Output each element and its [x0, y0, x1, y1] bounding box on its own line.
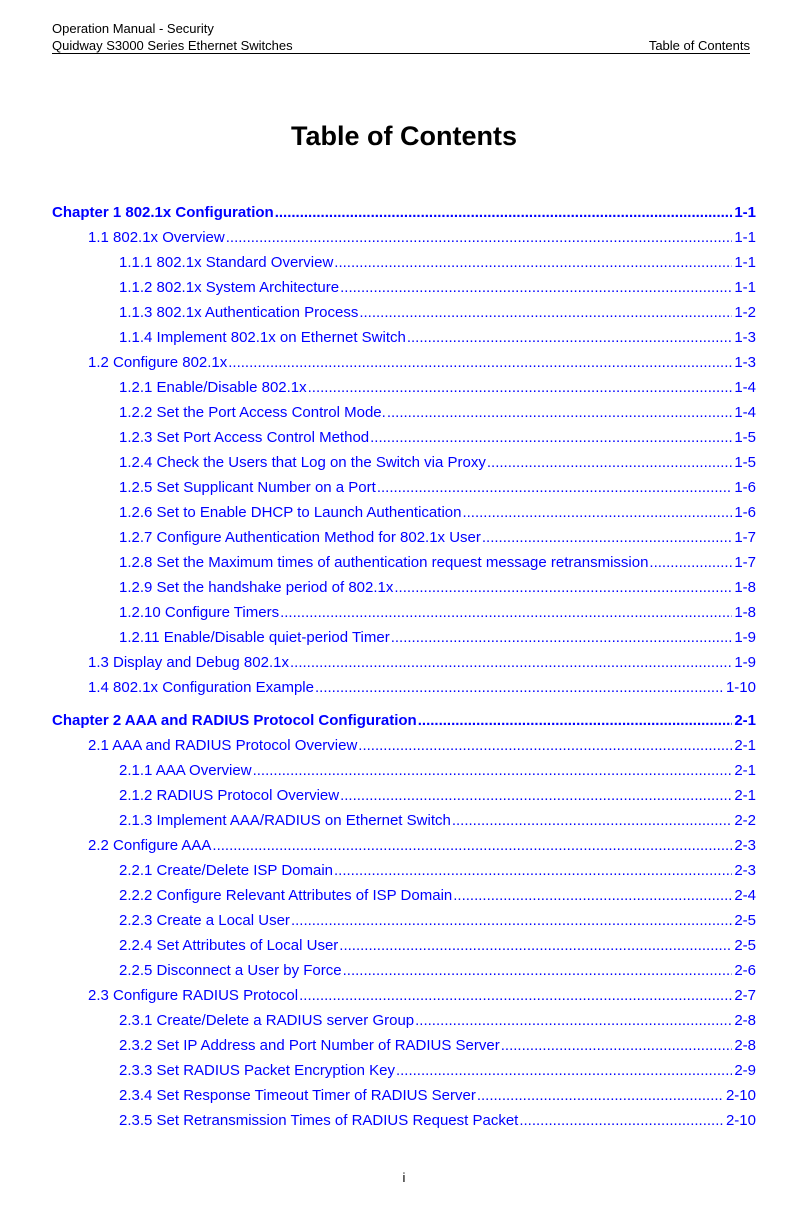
dot-leader [334, 858, 732, 883]
dot-leader [340, 275, 732, 300]
toc-entry-link[interactable] [52, 933, 756, 958]
dot-leader [358, 733, 732, 758]
toc-entry-page: 2-4 [734, 887, 756, 904]
toc-entry-link[interactable] [52, 1108, 756, 1133]
toc-entry-link[interactable] [52, 808, 756, 833]
dot-leader [396, 1058, 732, 1083]
dot-leader [226, 225, 733, 250]
dot-leader [418, 708, 733, 733]
toc-entry-page: 2-3 [734, 862, 756, 879]
toc-entry-title: 1.2.7 Configure Authentication Method for 802.1x User [119, 529, 481, 546]
toc-entry-page: 1-1 [734, 254, 756, 271]
toc-entry-link[interactable] [52, 525, 756, 550]
dot-leader [477, 1083, 724, 1108]
toc-entry-title: Chapter 2 AAA and RADIUS Protocol Configuration [52, 712, 417, 729]
toc-entry-link[interactable] [52, 450, 756, 475]
toc-entry-link[interactable] [52, 225, 756, 250]
toc-entry-page: 2-1 [734, 737, 756, 754]
chapter-gap [52, 700, 756, 708]
toc-entry-link[interactable] [52, 733, 756, 758]
toc-entry-title: 2.2.3 Create a Local User [119, 912, 290, 929]
toc-entry-title: 1.4 802.1x Configuration Example [88, 679, 314, 696]
toc-entry-title: 2.2.2 Configure Relevant Attributes of ISP Domain [119, 887, 453, 904]
dot-leader [649, 550, 732, 575]
toc-entry-page: 1-9 [734, 629, 756, 646]
toc-entry-page: 1-4 [734, 404, 756, 421]
dot-leader [275, 200, 733, 225]
toc-entry-title: 2.1.3 Implement AAA/RADIUS on Ethernet Switch [119, 812, 451, 829]
toc-entry-title: 2.1 AAA and RADIUS Protocol Overview [88, 737, 358, 754]
dot-leader [387, 400, 733, 425]
toc-entry-title: 1.2.4 Check the Users that Log on the Switch via Proxy [119, 454, 486, 471]
toc-entry-title: 1.2.10 Configure Timers [119, 604, 280, 621]
toc-entry-page: 2-1 [734, 762, 756, 779]
toc-entry-title: 1.1.4 Implement 802.1x on Ethernet Switch [119, 329, 406, 346]
toc-entry-link[interactable] [52, 550, 756, 575]
dot-leader [394, 575, 732, 600]
dot-leader [343, 958, 733, 983]
toc-entry-link[interactable] [52, 858, 756, 883]
toc-entry-page: 2-10 [725, 1112, 756, 1129]
toc-entry-link[interactable] [52, 783, 756, 808]
toc-entry-title: 2.1.1 AAA Overview [119, 762, 252, 779]
dot-leader [253, 758, 733, 783]
toc-entry-page: 1-6 [734, 504, 756, 521]
toc-entry-page: 1-5 [734, 454, 756, 471]
toc-entry-page: 1-1 [734, 204, 756, 221]
header-manual-title: Operation Manual - Security [52, 21, 214, 36]
toc-entry-page: 1-6 [734, 479, 756, 496]
dot-leader [340, 783, 732, 808]
toc-entry-page: 1-2 [734, 304, 756, 321]
toc-entry-link[interactable] [52, 883, 756, 908]
toc-entry-page: 2-10 [725, 1087, 756, 1104]
toc-entry-title: 2.3.2 Set IP Address and Port Number of RADIUS Server [119, 1037, 500, 1054]
header-section: Table of Contents [648, 38, 750, 53]
dot-leader [299, 983, 732, 1008]
toc-entry-page: 1-3 [734, 354, 756, 371]
toc-entry-link[interactable] [52, 600, 756, 625]
toc-entry-page: 2-5 [734, 912, 756, 929]
toc-entry-title: 1.1 802.1x Overview [88, 229, 225, 246]
toc-entry-title: 1.2.11 Enable/Disable quiet-period Timer [119, 629, 390, 646]
toc-entry-link[interactable] [52, 625, 756, 650]
toc-entry-link[interactable] [52, 575, 756, 600]
dot-leader [280, 600, 732, 625]
toc-chapter-link[interactable] [52, 200, 756, 225]
toc-entry-title: 1.2 Configure 802.1x [88, 354, 228, 371]
toc-entry-title: 1.3 Display and Debug 802.1x [88, 654, 289, 671]
header-rule [52, 53, 750, 54]
toc-entry-page: 1-4 [734, 379, 756, 396]
toc-entry-link[interactable] [52, 350, 756, 375]
toc-entry-link[interactable] [52, 908, 756, 933]
toc-entry-title: Chapter 1 802.1x Configuration [52, 204, 274, 221]
toc-entry-link[interactable] [52, 400, 756, 425]
toc-entry-page: 2-3 [734, 837, 756, 854]
dot-leader [519, 1108, 724, 1133]
toc-entry-link[interactable] [52, 675, 756, 700]
toc-entry-page: 1-8 [734, 579, 756, 596]
toc-chapter-link[interactable] [52, 708, 756, 733]
toc-entry-page: 1-8 [734, 604, 756, 621]
toc-entry-link[interactable] [52, 275, 756, 300]
toc-entry-link[interactable] [52, 1083, 756, 1108]
toc-entry-page: 2-9 [734, 1062, 756, 1079]
toc-entry-page: 2-8 [734, 1037, 756, 1054]
toc-entry-page: 1-5 [734, 429, 756, 446]
toc-entry-page: 1-1 [734, 229, 756, 246]
toc-entry-title: 1.2.2 Set the Port Access Control Mode. [119, 404, 386, 421]
toc-entry-link[interactable] [52, 1008, 756, 1033]
toc-entry-link[interactable] [52, 958, 756, 983]
dot-leader [339, 933, 732, 958]
dot-leader [228, 350, 732, 375]
toc-entry-page: 2-1 [734, 712, 756, 729]
toc-entry-title: 2.1.2 RADIUS Protocol Overview [119, 787, 340, 804]
toc-entry-page: 1-10 [725, 679, 756, 696]
toc-entry-title: 2.3.1 Create/Delete a RADIUS server Group [119, 1012, 415, 1029]
dot-leader [391, 625, 733, 650]
dot-leader [501, 1033, 733, 1058]
dot-leader [212, 833, 732, 858]
table-of-contents [52, 200, 756, 1133]
header-product: Quidway S3000 Series Ethernet Switches [52, 38, 293, 53]
toc-entry-link[interactable] [52, 1058, 756, 1083]
dot-leader [453, 883, 732, 908]
toc-entry-link[interactable] [52, 1033, 756, 1058]
toc-entry-link[interactable] [52, 833, 756, 858]
dot-leader [308, 375, 733, 400]
dot-leader [482, 525, 732, 550]
toc-entry-page: 2-8 [734, 1012, 756, 1029]
dot-leader [407, 325, 732, 350]
dot-leader [359, 300, 732, 325]
toc-entry-title: 1.1.2 802.1x System Architecture [119, 279, 340, 296]
toc-entry-title: 1.1.1 802.1x Standard Overview [119, 254, 334, 271]
toc-entry-title: 1.2.8 Set the Maximum times of authentication request message retransmission [119, 554, 649, 571]
toc-entry-title: 2.2.5 Disconnect a User by Force [119, 962, 342, 979]
toc-entry-title: 1.2.3 Set Port Access Control Method [119, 429, 370, 446]
toc-entry-page: 1-3 [734, 329, 756, 346]
dot-leader [370, 425, 732, 450]
toc-entry-page: 1-7 [734, 554, 756, 571]
toc-entry-title: 2.3.3 Set RADIUS Packet Encryption Key [119, 1062, 395, 1079]
toc-entry-page: 1-7 [734, 529, 756, 546]
dot-leader [334, 250, 732, 275]
page-title: Table of Contents [291, 121, 517, 151]
toc-entry-page: 2-6 [734, 962, 756, 979]
toc-entry-page: 1-1 [734, 279, 756, 296]
toc-entry-title: 2.2 Configure AAA [88, 837, 212, 854]
dot-leader [415, 1008, 732, 1033]
toc-entry-link[interactable] [52, 758, 756, 783]
header-row [52, 37, 750, 54]
page-header [52, 20, 750, 54]
toc-entry-title: 1.2.5 Set Supplicant Number on a Port [119, 479, 376, 496]
toc-entry-page: 2-1 [734, 787, 756, 804]
toc-entry-title: 2.3.5 Set Retransmission Times of RADIUS Request Packet [119, 1112, 519, 1129]
toc-entry-link[interactable] [52, 375, 756, 400]
toc-entry-title: 2.3.4 Set Response Timeout Timer of RADIUS Server [119, 1087, 476, 1104]
toc-entry-link[interactable] [52, 983, 756, 1008]
toc-entry-title: 2.3 Configure RADIUS Protocol [88, 987, 299, 1004]
toc-entry-title: 1.2.1 Enable/Disable 802.1x [119, 379, 307, 396]
toc-entry-page: 2-2 [734, 812, 756, 829]
toc-entry-link[interactable] [52, 250, 756, 275]
toc-entry-title: 2.2.4 Set Attributes of Local User [119, 937, 339, 954]
toc-entry-link[interactable] [52, 475, 756, 500]
dot-leader [487, 450, 732, 475]
toc-entry-link[interactable] [52, 325, 756, 350]
toc-entry-link[interactable] [52, 300, 756, 325]
toc-entry-link[interactable] [52, 500, 756, 525]
toc-entry-link[interactable] [52, 425, 756, 450]
toc-entry-link[interactable] [52, 650, 756, 675]
dot-leader [377, 475, 732, 500]
dot-leader [452, 808, 732, 833]
toc-entry-title: 2.2.1 Create/Delete ISP Domain [119, 862, 334, 879]
dot-leader [290, 650, 732, 675]
page-number: i [402, 1170, 406, 1185]
dot-leader [315, 675, 724, 700]
toc-entry-page: 2-5 [734, 937, 756, 954]
toc-entry-page: 2-7 [734, 987, 756, 1004]
dot-leader [462, 500, 732, 525]
toc-entry-title: 1.1.3 802.1x Authentication Process [119, 304, 359, 321]
dot-leader [291, 908, 732, 933]
toc-entry-title: 1.2.9 Set the handshake period of 802.1x [119, 579, 394, 596]
toc-entry-title: 1.2.6 Set to Enable DHCP to Launch Authentication [119, 504, 462, 521]
toc-entry-page: 1-9 [734, 654, 756, 671]
